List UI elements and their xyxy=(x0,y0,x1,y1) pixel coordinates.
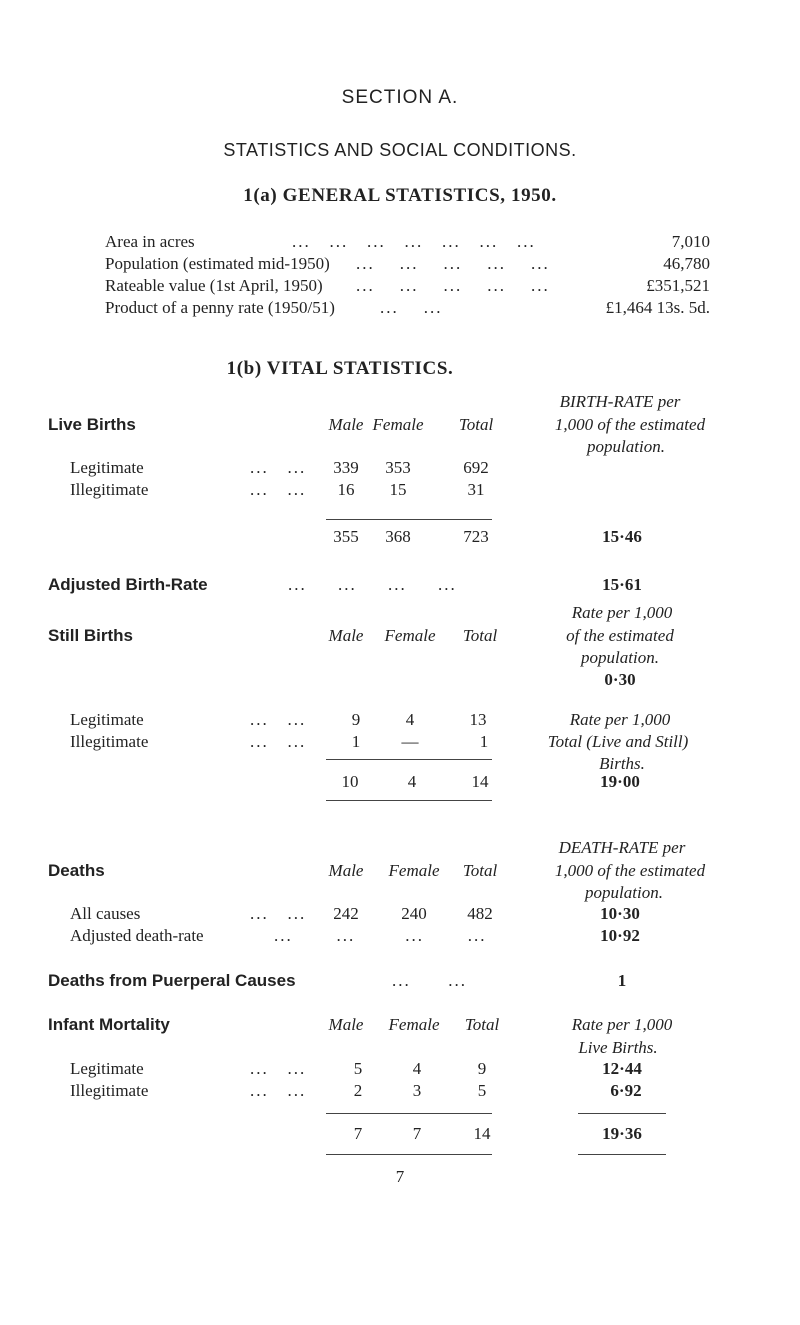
infant-rate-header-line: Live Births. xyxy=(578,1038,658,1057)
live-births-female: 15 xyxy=(389,480,407,499)
live-births-total: 31 xyxy=(467,480,485,499)
still-rate-header-line: population. xyxy=(581,648,659,667)
still-births-row-label: Illegitimate xyxy=(70,732,149,751)
still-births-row-label: Legitimate xyxy=(70,710,144,729)
leader-dots: ... ... ... ... xyxy=(288,575,457,594)
infant-female-total: 7 xyxy=(412,1124,422,1143)
col-total-header: Total xyxy=(462,626,498,645)
col-male-header: Male xyxy=(328,1015,364,1034)
still-births-total: 13 xyxy=(469,710,487,729)
live-births-row-label: Illegitimate xyxy=(70,480,149,499)
page-number: 7 xyxy=(395,1167,405,1186)
leader-dots: ... ... xyxy=(250,1081,307,1100)
puerperal-label: Deaths from Puerperal Causes xyxy=(48,971,296,990)
infant-row-label: Legitimate xyxy=(70,1059,144,1078)
col-female-header: Female xyxy=(388,1015,440,1034)
leader-dots: ... ... xyxy=(250,904,307,923)
adjusted-death-rate-value: 10·92 xyxy=(600,926,640,945)
birth-rate-header-line: 1,000 of the estimated xyxy=(554,415,706,434)
main-title: STATISTICS AND SOCIAL CONDITIONS. xyxy=(223,140,577,160)
leader-dots: ... ... xyxy=(250,480,307,499)
general-row-label: Area in acres xyxy=(105,232,195,251)
leader-dots: ... ... ... ... ... ... ... xyxy=(292,232,536,251)
infant-total: 9 xyxy=(477,1059,487,1078)
leader-dots: ... ... xyxy=(250,458,307,477)
still-births-male: 9 xyxy=(351,710,361,729)
infant-rate: 12·44 xyxy=(602,1059,642,1078)
section-title: SECTION A. xyxy=(341,87,459,108)
still-births-label: Still Births xyxy=(48,626,134,645)
infant-grand-total: 14 xyxy=(473,1124,491,1143)
death-rate-value: 10·30 xyxy=(600,904,640,923)
leader-dots: ... ... ... ... ... xyxy=(356,276,550,295)
general-row-value: 46,780 xyxy=(663,254,710,273)
sum-rule xyxy=(326,800,492,801)
live-births-male-total: 355 xyxy=(333,527,359,546)
infant-row-label: Illegitimate xyxy=(70,1081,149,1100)
infant-rate: 6·92 xyxy=(610,1081,642,1100)
adjusted-birth-rate-value: 15·61 xyxy=(602,575,642,594)
still-births-female-total: 4 xyxy=(407,772,417,791)
general-statistics-heading: 1(a) GENERAL STATISTICS, 1950. xyxy=(243,185,557,206)
col-total-header: Total xyxy=(462,861,498,880)
leader-dots: ... ... xyxy=(250,710,307,729)
leader-dots: ... ... xyxy=(380,298,443,317)
birth-rate-header-line: BIRTH-RATE per xyxy=(559,392,681,411)
col-female-header: Female xyxy=(388,861,440,880)
deaths-total: 482 xyxy=(467,904,493,923)
col-male-header: Male xyxy=(328,626,364,645)
total-rate-header-line: Total (Live and Still) xyxy=(547,732,689,751)
sum-rule xyxy=(578,1154,666,1155)
leader-dots: ... ... xyxy=(392,971,467,990)
sum-rule xyxy=(326,519,492,520)
general-row-value: 7,010 xyxy=(671,232,710,251)
general-row-label: Product of a penny rate (1950/51) xyxy=(105,298,335,317)
still-births-grand-total: 14 xyxy=(471,772,489,791)
adjusted-birth-rate-label: Adjusted Birth-Rate xyxy=(48,575,208,594)
total-rate-value: 19·00 xyxy=(600,772,640,791)
deaths-label: Deaths xyxy=(48,861,105,880)
col-male-header: Male xyxy=(328,415,364,434)
live-births-female-total: 368 xyxy=(385,527,411,546)
infant-female: 3 xyxy=(412,1081,422,1100)
total-rate-header-line: Rate per 1,000 xyxy=(569,710,671,729)
still-rate-header-line: of the estimated xyxy=(566,626,674,645)
deaths-male: 242 xyxy=(333,904,359,923)
still-births-female: — xyxy=(401,732,419,751)
general-row-value: £351,521 xyxy=(646,276,710,295)
live-births-female: 353 xyxy=(385,458,411,477)
leader-dots: ... ... xyxy=(250,1059,307,1078)
still-rate-value: 0·30 xyxy=(604,670,636,689)
sum-rule xyxy=(578,1113,666,1114)
col-total-header: Total xyxy=(458,415,494,434)
infant-male: 5 xyxy=(353,1059,363,1078)
still-rate-header-line: Rate per 1,000 xyxy=(571,603,673,622)
general-row-value: £1,464 13s. 5d. xyxy=(605,298,710,317)
live-births-grand-total: 723 xyxy=(463,527,489,546)
infant-male: 2 xyxy=(353,1081,363,1100)
still-births-male: 1 xyxy=(351,732,361,751)
still-births-male-total: 10 xyxy=(341,772,359,791)
deaths-female: 240 xyxy=(401,904,427,923)
infant-male-total: 7 xyxy=(353,1124,363,1143)
col-total-header: Total xyxy=(464,1015,500,1034)
col-female-header: Female xyxy=(372,415,424,434)
col-male-header: Male xyxy=(328,861,364,880)
adjusted-death-rate-label: Adjusted death-rate xyxy=(70,926,204,945)
infant-mortality-label: Infant Mortality xyxy=(48,1015,170,1034)
total-rate-header-line: Births. xyxy=(599,754,645,773)
death-rate-header-line: population. xyxy=(585,883,663,902)
leader-dots: ... ... ... ... ... xyxy=(356,254,550,273)
infant-female: 4 xyxy=(412,1059,422,1078)
live-births-male: 339 xyxy=(333,458,359,477)
general-row-label: Rateable value (1st April, 1950) xyxy=(105,276,323,295)
leader-dots: ... ... xyxy=(250,732,307,751)
infant-total: 5 xyxy=(477,1081,487,1100)
death-rate-header-line: 1,000 of the estimated xyxy=(554,861,706,880)
all-causes-label: All causes xyxy=(70,904,141,923)
birth-rate-value: 15·46 xyxy=(602,527,642,546)
sum-rule xyxy=(326,1154,492,1155)
sum-rule xyxy=(326,1113,492,1114)
infant-rate-total: 19·36 xyxy=(602,1124,642,1143)
sum-rule xyxy=(326,759,492,760)
general-row-label: Population (estimated mid-1950) xyxy=(105,254,330,273)
still-births-female: 4 xyxy=(405,710,415,729)
infant-rate-header-line: Rate per 1,000 xyxy=(571,1015,673,1034)
birth-rate-header-line: population. xyxy=(587,437,665,456)
death-rate-header-line: DEATH-RATE per xyxy=(558,838,686,857)
puerperal-value: 1 xyxy=(617,971,627,990)
live-births-row-label: Legitimate xyxy=(70,458,144,477)
col-female-header: Female xyxy=(384,626,436,645)
live-births-total: 692 xyxy=(463,458,489,477)
live-births-male: 16 xyxy=(337,480,355,499)
leader-dots: ... ... ... ... xyxy=(274,926,487,945)
still-births-total: 1 xyxy=(479,732,489,751)
vital-statistics-heading: 1(b) VITAL STATISTICS. xyxy=(226,358,454,379)
live-births-label: Live Births xyxy=(48,415,136,434)
